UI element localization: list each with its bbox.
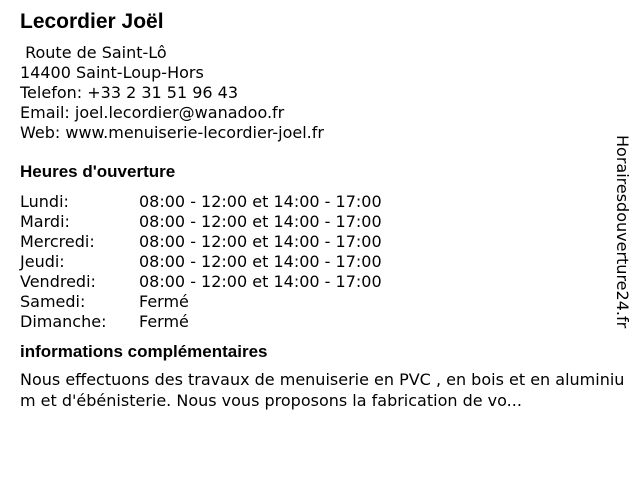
day-label: Samedi: (20, 292, 86, 311)
day-label: Mercredi: (20, 232, 95, 251)
hours-row-monday (20, 192, 620, 212)
hours-row-saturday (20, 292, 620, 312)
day-label: Lundi: (20, 192, 69, 211)
day-label: Jeudi: (20, 252, 65, 271)
time-value: 08:00 - 12:00 et 14:00 - 17:00 (139, 212, 382, 231)
time-value: 08:00 - 12:00 et 14:00 - 17:00 (139, 232, 382, 251)
opening-hours-table (20, 192, 620, 332)
additional-info-title: informations complémentaires (20, 342, 268, 361)
time-value: 08:00 - 12:00 et 14:00 - 17:00 (139, 272, 382, 291)
email-line: Email: joel.lecordier@wanadoo.fr (20, 103, 285, 122)
hours-row-sunday (20, 312, 620, 332)
hours-row-wednesday (20, 232, 620, 252)
hours-row-tuesday (20, 212, 620, 232)
address-street: Route de Saint-Lô (20, 43, 167, 62)
hours-row-thursday (20, 252, 620, 272)
hours-row-friday (20, 272, 620, 292)
additional-info-text: Nous effectuons des travaux de menuiserie en PVC , en bois et en aluminium et d'ébénisterie. Nous vous proposons la fabrication de vo... (20, 370, 625, 410)
site-watermark: Horairesdouverture24.fr (613, 135, 632, 329)
opening-hours-title: Heures d'ouverture (20, 162, 176, 181)
time-value: Fermé (139, 292, 189, 311)
web-line: Web: www.menuiserie-lecordier-joel.fr (20, 123, 324, 142)
business-name: Lecordier Joël (20, 10, 164, 33)
day-label: Vendredi: (20, 272, 96, 291)
address-city: 14400 Saint-Loup-Hors (20, 63, 204, 82)
day-label: Mardi: (20, 212, 70, 231)
time-value: 08:00 - 12:00 et 14:00 - 17:00 (139, 252, 382, 271)
time-value: Fermé (139, 312, 189, 331)
time-value: 08:00 - 12:00 et 14:00 - 17:00 (139, 192, 382, 211)
phone-line: Telefon: +33 2 31 51 96 43 (20, 83, 239, 102)
day-label: Dimanche: (20, 312, 107, 331)
